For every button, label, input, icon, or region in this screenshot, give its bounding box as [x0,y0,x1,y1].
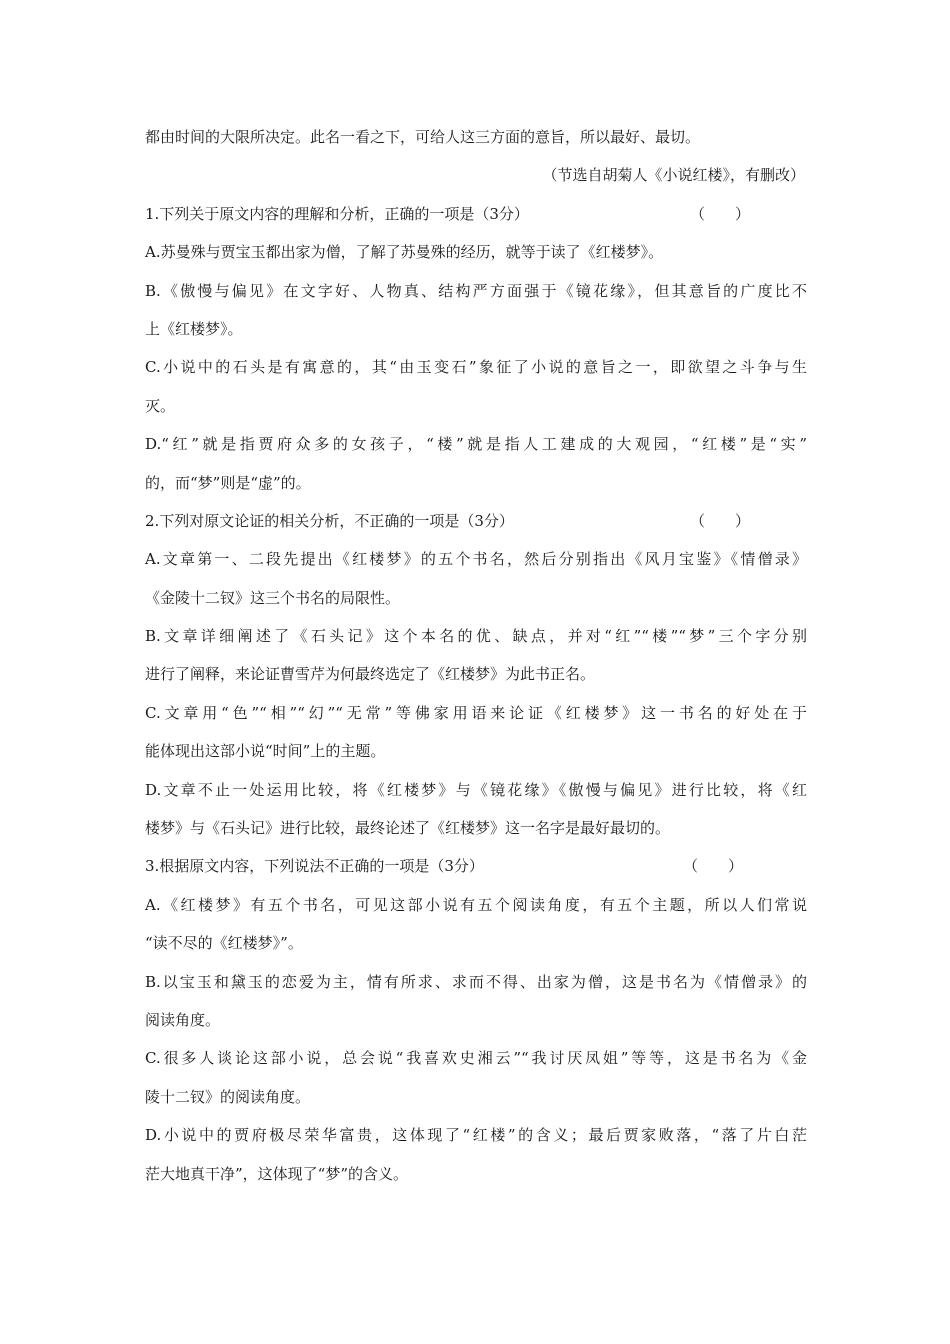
question-2-option-d-line-2: 楼梦》与《石头记》进行比较，最终论述了《红楼梦》这一名字是最好最切的。 [145,819,671,838]
question-1-option-a: A.苏曼殊与贾宝玉都出家为僧，了解了苏曼殊的经历，就等于读了《红楼梦》。 [145,243,664,262]
question-3-option-a-line-2: “读不尽的《红楼梦》”。 [145,934,303,953]
source-citation: （节选自胡菊人《小说红楼》，有删改） [542,166,805,185]
question-1-option-b-line-2: 上《红楼梦》。 [145,319,243,338]
passage-ending-line: 都由时间的大限所决定。此名一看之下，可给人这三方面的意旨，所以最好、最切。 [145,128,701,146]
answer-bracket: （ ） [690,511,751,530]
question-2-stem [145,506,807,544]
question-2-option-c-line-1: C.文章用“色”“相”“幻”“无常”等佛家用语来论证《红楼梦》这一书名的好处在于 [145,703,807,722]
question-stem-text: 2.下列对原文论证的相关分析，不正确的一项是（3分） [145,511,514,530]
question-3-option-d-line-2: 茫大地真干净”，这体现了“梦”的含义。 [145,1164,409,1183]
question-1-option-c-line-2: 灭。 [145,396,176,415]
question-2-option-a-line-1: A.文章第一、二段先提出《红楼梦》的五个书名，然后分别指出《风月宝鉴》《情僧录》 [145,550,807,569]
document-content [145,122,807,1197]
question-3-option-a-line-1: A.《红楼梦》有五个书名，可见这部小说有五个阅读角度，有五个主题，所以人们常说 [145,895,807,914]
question-1-stem [145,199,807,237]
question-1-option-d-line-2: 的，而“梦”则是“虚”的。 [145,473,311,492]
question-3-option-b-line-2: 阅读角度。 [145,1010,221,1029]
answer-bracket: （ ） [690,204,751,223]
question-1-option-b-line-1: B.《傲慢与偏见》在文字好、人物真、结构严方面强于《镜花缘》，但其意旨的广度比不 [145,281,807,300]
question-stem-text: 1.下列关于原文内容的理解和分析，正确的一项是（3分） [145,204,529,223]
question-stem-text: 3.根据原文内容，下列说法不正确的一项是（3分） [145,857,484,876]
question-3-option-b-line-1: B.以宝玉和黛玉的恋爱为主，情有所求、求而不得、出家为僧，这是书名为《情僧录》的 [145,972,807,991]
question-3-option-c-line-2: 陵十二钗》的阅读角度。 [145,1087,311,1106]
question-2-option-b-line-2: 进行了阐释，来论证曹雪芹为何最终选定了《红楼梦》为此书正名。 [145,665,596,684]
question-2-option-b-line-1: B.文章详细阐述了《石头记》这个本名的优、缺点，并对“红”“楼”“梦”三个字分别 [145,627,807,646]
question-2-option-d-line-1: D.文章不止一处运用比较，将《红楼梦》与《镜花缘》《傲慢与偏见》进行比较，将《红 [145,780,807,799]
question-1-option-c-line-1: C.小说中的石头是有寓意的，其“由玉变石”象征了小说的意旨之一，即欲望之斗争与生 [145,358,807,377]
question-3-option-d-line-1: D.小说中的贾府极尽荣华富贵，这体现了“红楼”的含义；最后贾家败落，“落了片白茫 [145,1126,807,1145]
question-3-stem [145,851,807,889]
question-2-option-c-line-2: 能体现出这部小说“时间”上的主题。 [145,742,386,761]
question-2-option-a-line-2: 《金陵十二钗》这三个书名的局限性。 [145,588,401,607]
question-3-option-c-line-1: C.很多人谈论这部小说，总会说“我喜欢史湘云”“我讨厌凤姐”等等，这是书名为《金 [145,1049,807,1068]
answer-bracket: （ ） [683,857,744,876]
question-1-option-d-line-1: D.“红”就是指贾府众多的女孩子，“楼”就是指人工建成的大观园，“红楼”是“实” [145,435,807,454]
